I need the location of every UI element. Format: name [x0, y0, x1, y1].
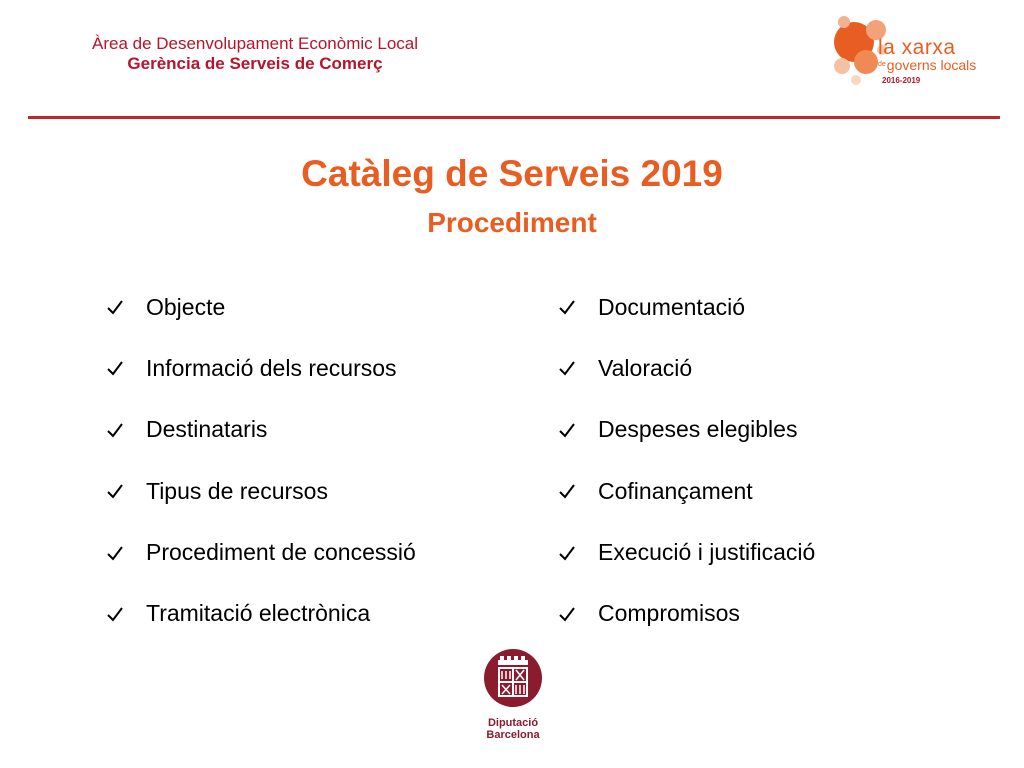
list-item — [106, 288, 416, 326]
checkmark-icon — [558, 544, 576, 562]
diputacio-emblem-icon — [483, 648, 543, 708]
checkmark-icon — [558, 298, 576, 316]
checkmark-icon — [106, 482, 124, 500]
list-item — [106, 349, 416, 387]
list-item-label: Despeses elegibles — [598, 416, 798, 443]
header-area-text: Àrea de Desenvolupament Econòmic Local — [91, 34, 419, 53]
header-divider — [28, 116, 1000, 119]
list-item-label: Destinataris — [146, 416, 268, 443]
xarxa-years: 2016-2019 — [882, 76, 921, 85]
checkmark-icon — [106, 359, 124, 377]
list-item-label: Tramitació electrònica — [146, 600, 371, 627]
checkmark-icon — [106, 298, 124, 316]
slide-subtitle: Procediment — [427, 207, 597, 238]
list-item — [558, 595, 815, 633]
header-department-text: Gerència de Serveis de Comerç — [127, 54, 383, 73]
xarxa-subtitle-text: governs locals — [886, 57, 977, 73]
list-item-label: Execució i justificació — [598, 539, 816, 566]
list-item — [558, 411, 815, 449]
list-item — [106, 411, 416, 449]
checkmark-icon — [106, 421, 124, 439]
header-institution — [60, 34, 450, 74]
xarxa-subtitle — [878, 58, 976, 72]
checkmark-icon — [558, 482, 576, 500]
list-item — [558, 288, 815, 326]
list-item-label: Valoració — [598, 354, 693, 381]
list-item — [558, 349, 815, 387]
list-item-label: Objecte — [146, 293, 226, 320]
xarxa-title: la xarxa — [878, 36, 956, 59]
list-item — [106, 472, 416, 510]
list-item — [558, 534, 815, 572]
la-xarxa-logo — [826, 10, 996, 90]
diputacio-text — [468, 717, 558, 741]
slide-title: Catàleg de Serveis 2019 — [301, 153, 723, 194]
list-item-label: Procediment de concessió — [146, 539, 416, 566]
diputacio-line2: Barcelona — [486, 729, 540, 741]
list-item-label: Tipus de recursos — [146, 477, 328, 504]
checkmark-icon — [558, 421, 576, 439]
list-item-label: Documentació — [598, 293, 746, 320]
list-item — [558, 472, 815, 510]
checkmark-icon — [106, 605, 124, 623]
list-item-label: Cofinançament — [598, 477, 753, 504]
xarxa-prefix: de — [878, 61, 886, 68]
list-item-label: Informació dels recursos — [146, 354, 397, 381]
diputacio-barcelona-logo — [468, 648, 558, 740]
checklist-left — [106, 288, 416, 656]
checkmark-icon — [558, 605, 576, 623]
list-item — [106, 595, 416, 633]
list-item-label: Compromisos — [598, 600, 740, 627]
checkmark-icon — [106, 544, 124, 562]
checkmark-icon — [558, 359, 576, 377]
list-item — [106, 534, 416, 572]
checklist-right — [558, 288, 815, 656]
diputacio-line1: Diputació — [487, 717, 539, 729]
